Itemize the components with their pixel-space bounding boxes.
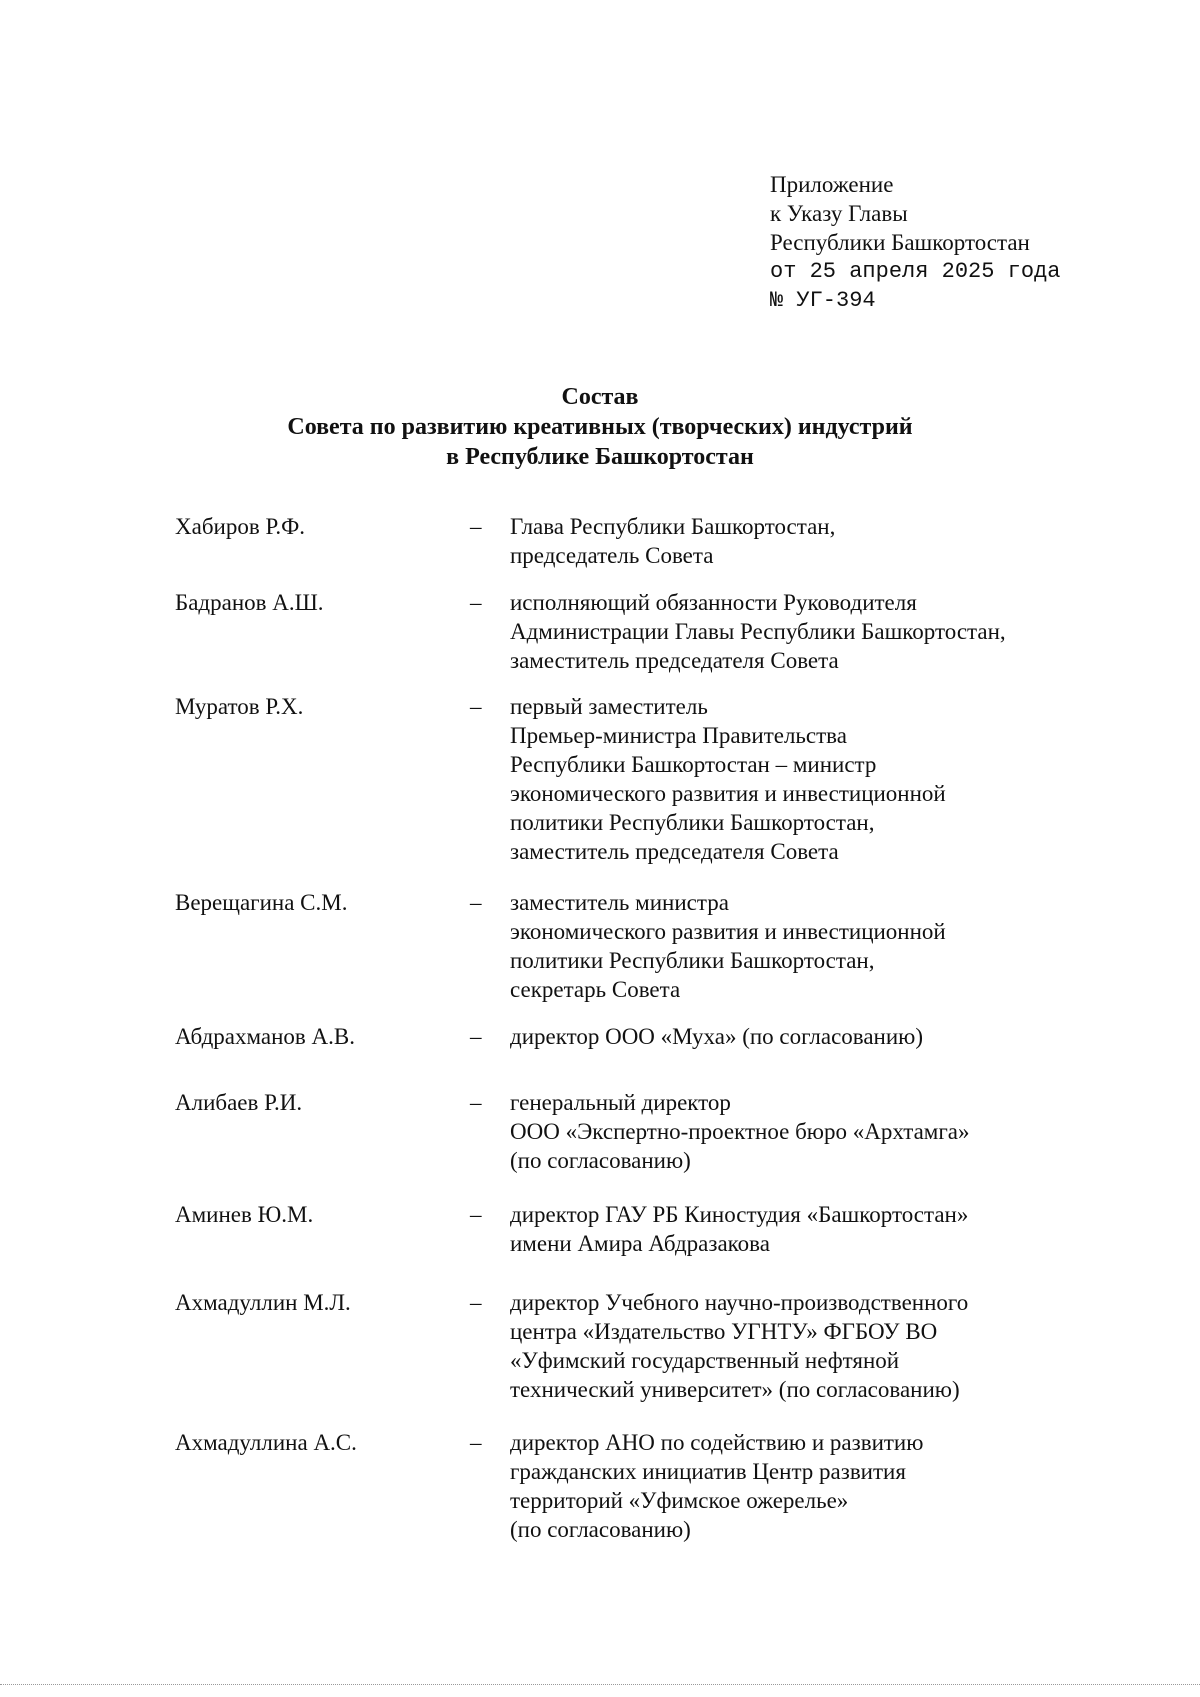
member-dash: – <box>470 1090 482 1115</box>
title-line-3: в Республике Башкортостан <box>446 444 754 470</box>
member-role <box>510 1288 1120 1404</box>
member-name: Хабиров Р.Ф. <box>175 514 306 539</box>
role-line: технический университет» (по согласованию) <box>510 1377 960 1402</box>
member-name: Бадранов А.Ш. <box>175 590 324 615</box>
role-line: ООО «Экспертно-проектное бюро «Архтамга» <box>510 1119 970 1144</box>
role-line: территорий «Уфимское ожерелье» <box>510 1488 849 1513</box>
appendix-block <box>770 170 1060 315</box>
appendix-republic: Республики Башкортостан <box>770 230 1030 255</box>
member-role <box>510 512 1120 570</box>
member-dash: – <box>470 590 482 615</box>
member-role <box>510 588 1120 675</box>
member-role <box>510 1428 1120 1544</box>
role-line: центра «Издательство УГНТУ» ФГБОУ ВО <box>510 1319 938 1344</box>
member-dash: – <box>470 890 482 915</box>
member-dash: – <box>470 1290 482 1315</box>
member-role <box>510 888 1120 1004</box>
member-name: Аминев Ю.М. <box>175 1202 314 1227</box>
title-line-2: Совета по развитию креативных (творческих) индустрий <box>287 414 913 440</box>
role-line: заместитель председателя Совета <box>510 839 839 864</box>
member-role <box>510 1200 1120 1258</box>
member-name: Абдрахманов А.В. <box>175 1024 355 1049</box>
role-line: политики Республики Башкортостан, <box>510 948 875 973</box>
appendix-number: № УГ-394 <box>770 288 876 313</box>
role-line: директор ООО «Муха» (по согласованию) <box>510 1024 924 1049</box>
member-dash: – <box>470 1202 482 1227</box>
member-name: Верещагина С.М. <box>175 890 348 915</box>
role-line: секретарь Совета <box>510 977 681 1002</box>
role-line: (по согласованию) <box>510 1148 691 1173</box>
member-role <box>510 1088 1120 1175</box>
role-line: заместитель председателя Совета <box>510 648 839 673</box>
role-line: заместитель министра <box>510 890 729 915</box>
member-role <box>510 1022 1120 1051</box>
appendix-date: от 25 апреля 2025 года <box>770 259 1061 284</box>
member-dash: – <box>470 514 482 539</box>
role-line: первый заместитель <box>510 694 708 719</box>
bottom-rule <box>0 1684 1200 1685</box>
role-line: «Уфимский государственный нефтяной <box>510 1348 900 1373</box>
appendix-label: Приложение <box>770 172 894 197</box>
member-dash: – <box>470 694 482 719</box>
role-line: генеральный директор <box>510 1090 731 1115</box>
role-line: имени Амира Абдразакова <box>510 1231 770 1256</box>
role-line: директор Учебного научно-производственного <box>510 1290 969 1315</box>
member-name: Алибаев Р.И. <box>175 1090 303 1115</box>
page-title <box>0 382 1200 472</box>
title-line-1: Состав <box>561 384 639 410</box>
member-name: Ахмадуллина А.С. <box>175 1430 357 1455</box>
role-line: Премьер-министра Правительства <box>510 723 847 748</box>
role-line: директор АНО по содействию и развитию <box>510 1430 924 1455</box>
role-line: экономического развития и инвестиционной <box>510 919 946 944</box>
role-line: Республики Башкортостан – министр <box>510 752 877 777</box>
role-line: Администрации Главы Республики Башкортостан, <box>510 619 1006 644</box>
role-line: (по согласованию) <box>510 1517 691 1542</box>
role-line: политики Республики Башкортостан, <box>510 810 875 835</box>
role-line: Глава Республики Башкортостан, <box>510 514 836 539</box>
role-line: директор ГАУ РБ Киностудия «Башкортостан» <box>510 1202 969 1227</box>
role-line: исполняющий обязанности Руководителя <box>510 590 917 615</box>
role-line: экономического развития и инвестиционной <box>510 781 946 806</box>
role-line: председатель Совета <box>510 543 714 568</box>
member-dash: – <box>470 1024 482 1049</box>
member-role <box>510 692 1120 866</box>
member-name: Ахмадуллин М.Л. <box>175 1290 351 1315</box>
member-name: Муратов Р.Х. <box>175 694 304 719</box>
role-line: гражданских инициатив Центр развития <box>510 1459 906 1484</box>
member-dash: – <box>470 1430 482 1455</box>
appendix-decree-ref: к Указу Главы <box>770 201 908 226</box>
